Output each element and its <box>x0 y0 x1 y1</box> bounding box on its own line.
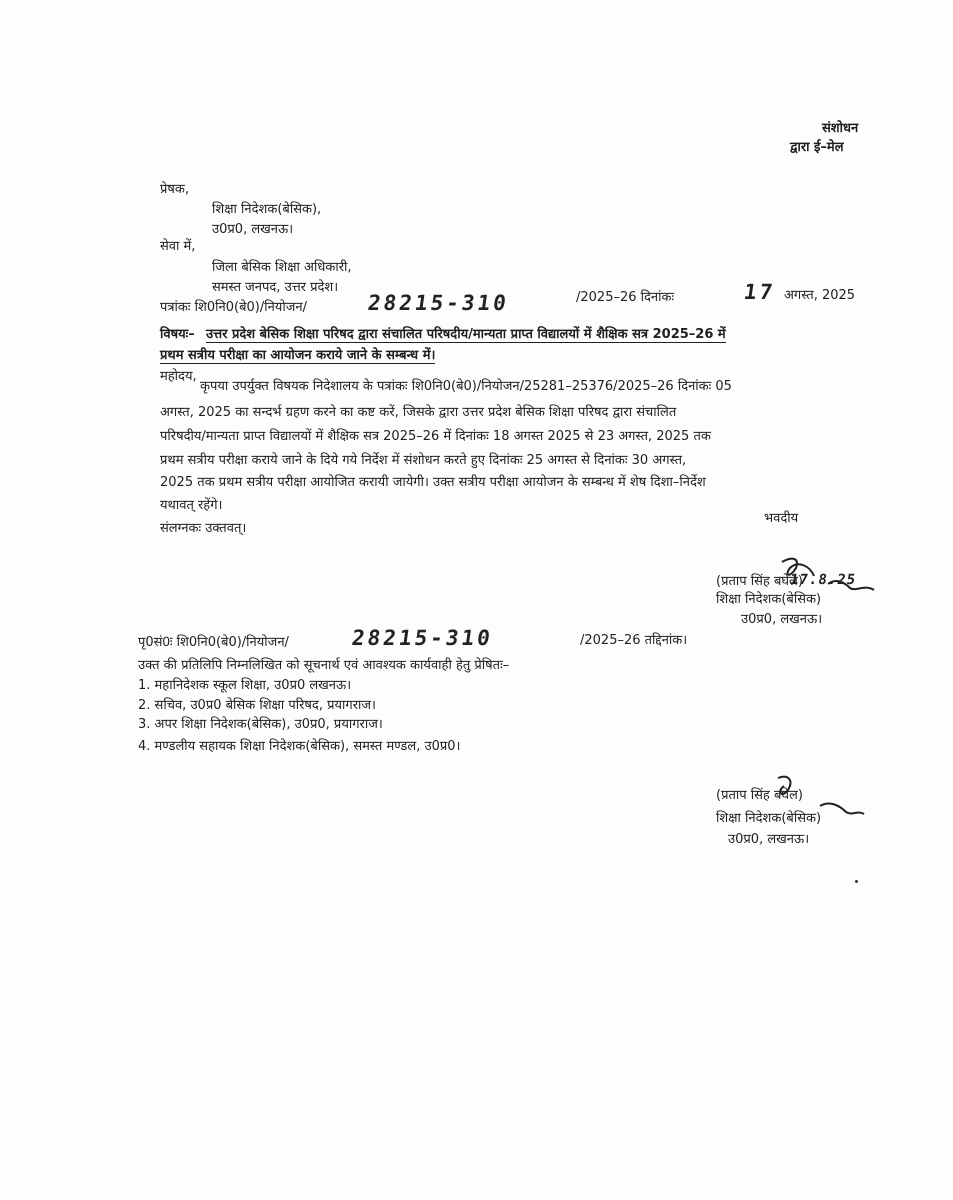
body-line-1: कृपया उपर्युक्त विषयक निदेशालय के पत्रांकः शि0नि0(बे0)/नियोजन/25281–25376/2025–26 दिनांकः 05 <box>200 379 732 394</box>
body-line-4: प्रथम सत्रीय परीक्षा कराये जाने के दिये गये निर्देश में संशोधन करते हुए दिनांकः 25 अगस्त से दिनांकः 30 अगस्त, <box>160 453 687 468</box>
recipient-label: सेवा में, <box>160 239 196 254</box>
via-email-label: द्वारा ई–मेल <box>790 140 844 155</box>
copy-recipient-2: 2. सचिव, उ0प्र0 बेसिक शिक्षा परिषद, प्रयागराज। <box>138 698 376 713</box>
amendment-label: संशोधन <box>822 121 859 136</box>
signature-scribble-1 <box>770 554 880 604</box>
signature-scribble-2 <box>760 772 870 842</box>
body-line-5: 2025 तक प्रथम सत्रीय परीक्षा आयोजित करायी जायेगी। उक्त सत्रीय परीक्षा आयोजन के सम्बन्ध में शेष दिशा–निर्देश <box>160 475 706 490</box>
enclosure-label: संलग्नकः उक्तवत्। <box>160 521 247 536</box>
copy-recipient-1: 1. महानिदेशक स्कूल शिक्षा, उ0प्र0 लखनऊ। <box>138 678 352 693</box>
handwritten-letter-number: 28215-310 <box>366 291 511 315</box>
closing-yours-faithfully: भवदीय <box>764 511 799 526</box>
subject-line-1: उत्तर प्रदेश बेसिक शिक्षा परिषद द्वारा संचालित परिषदीय/मान्यता प्राप्त विद्यालयों में शैक्षिक सत्र 2025–26 में <box>206 327 726 342</box>
signatory-designation-1: शिक्षा निदेशक(बेसिक) <box>716 592 822 607</box>
signatory-designation-2: शिक्षा निदेशक(बेसिक) <box>716 811 822 826</box>
signatory-name-2: (प्रताप सिंह बघेल) <box>716 788 803 803</box>
scan-speck <box>855 880 858 883</box>
body-line-3: परिषदीय/मान्यता प्राप्त विद्यालयों में शैक्षिक सत्र 2025–26 में दिनांकः 18 अगस्त 2025 से 23 अगस्त, 2025 तक <box>160 429 711 444</box>
salutation: महोदय, <box>160 369 197 384</box>
sender-name: शिक्षा निदेशक(बेसिक), <box>212 202 322 217</box>
body-line-2: अगस्त, 2025 का सन्दर्भ ग्रहण करने का कष्ट करें, जिसके द्वारा उत्तर प्रदेश बेसिक शिक्षा परिषद द्वारा संचालित <box>160 405 677 420</box>
subject-line-2: प्रथम सत्रीय परीक्षा का आयोजन कराये जाने के सम्बन्ध में। <box>160 348 436 363</box>
reference-prefix: पत्रांकः शि0नि0(बे0)/नियोजन/ <box>160 300 307 315</box>
handwritten-day: 17 <box>742 280 777 304</box>
endorsement-intro: उक्त की प्रतिलिपि निम्नलिखित को सूचनार्थ एवं आवश्यक कार्यवाही हेतु प्रेषितः– <box>138 658 510 673</box>
sender-label: प्रेषक, <box>160 182 190 197</box>
reference-month-year: अगस्त, 2025 <box>784 288 856 303</box>
recipient-place: समस्त जनपद, उत्तर प्रदेश। <box>212 280 339 295</box>
signatory-place-1: उ0प्र0, लखनऊ। <box>741 612 823 627</box>
handwritten-date-initials: 17.8.25 <box>788 572 858 588</box>
signatory-name-1: (प्रताप सिंह बघेल) <box>716 574 803 589</box>
sender-place: उ0प्र0, लखनऊ। <box>212 222 294 237</box>
subject-label: विषयः– <box>160 327 195 342</box>
reference-session: /2025–26 दिनांकः <box>576 290 675 305</box>
copy-recipient-3: 3. अपर शिक्षा निदेशक(बेसिक), उ0प्र0, प्रयागराज। <box>138 717 383 732</box>
recipient-name: जिला बेसिक शिक्षा अधिकारी, <box>212 260 352 275</box>
copy-recipient-4: 4. मण्डलीय सहायक शिक्षा निदेशक(बेसिक), समस्त मण्डल, उ0प्र0। <box>138 739 461 754</box>
endorsement-handwritten-number: 28215-310 <box>350 626 495 650</box>
endorsement-session: /2025–26 तद्दिनांक। <box>580 633 688 648</box>
signatory-place-2: उ0प्र0, लखनऊ। <box>728 832 810 847</box>
body-line-6: यथावत् रहेंगे। <box>160 498 223 513</box>
endorsement-prefix: पृ0सं0ः शि0नि0(बे0)/नियोजन/ <box>138 635 289 650</box>
